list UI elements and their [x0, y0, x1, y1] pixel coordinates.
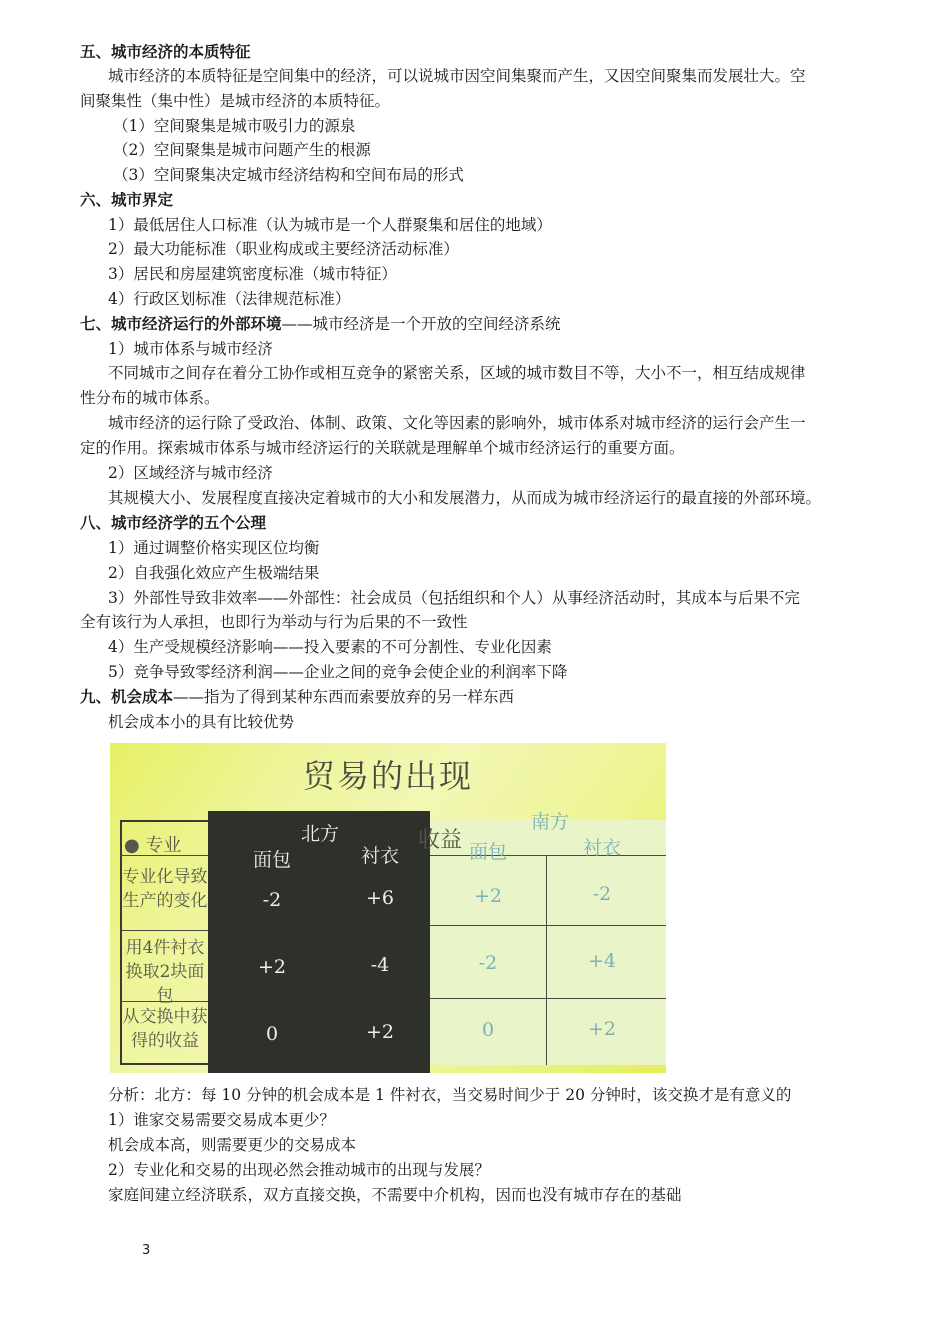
section-7-heading-title: 七、城市经济运行的外部环境	[80, 315, 282, 333]
section-6-item-2: 2）最大功能标准（职业构成或主要经济活动标准）	[108, 240, 459, 258]
north-bread-row3: 0	[265, 1023, 279, 1045]
section-5-paragraph-cont: 间聚集性（集中性）是城市经济的本质特征。	[80, 92, 391, 110]
section-7-heading-subtitle: ——城市经济是一个开放的空间经济系统	[281, 315, 561, 333]
section-8-item-5: 5）竞争导致零经济利润——企业之间的竞争会使企业的利润率下降	[108, 663, 568, 681]
section-7-paragraph-2-cont: 定的作用。探索城市体系与城市经济运行的关联就是理解单个城市经济运行的重要方面。	[80, 439, 685, 457]
row-label-specialization: 专业化导致生产的变化	[122, 867, 208, 911]
slide-title: 贸易的出现	[302, 757, 473, 795]
section-9-heading-title: 九、机会成本	[80, 688, 174, 706]
south-bread-row1: +2	[473, 885, 502, 907]
corner-label: ● 专业	[124, 835, 182, 856]
grid-line	[430, 925, 666, 926]
section-8-item-1: 1）通过调整价格实现区位均衡	[108, 539, 320, 557]
south-shirt-row1: -2	[592, 883, 612, 905]
section-5-paragraph: 城市经济的本质特征是空间集中的经济，可以说城市因空间集聚而产生，又因空间聚集而发展壮大。空	[108, 67, 806, 85]
section-7-paragraph-1-cont: 性分布的城市体系。	[80, 389, 220, 407]
section-6-item-4: 4）行政区划标准（法律规范标准）	[108, 290, 351, 308]
section-7-item-2: 2）区域经济与城市经济	[108, 464, 273, 482]
section-9-heading-subtitle: ——指为了得到某种东西而索要放弃的另一样东西	[173, 688, 515, 706]
north-bread-row2: +2	[257, 956, 286, 978]
section-6-heading: 六、城市界定	[80, 191, 174, 209]
section-9-paragraph: 机会成本小的具有比较优势	[108, 713, 295, 731]
section-8-item-4: 4）生产受规模经济影响——投入要素的不可分割性、专业化因素	[108, 638, 552, 656]
section-6-item-1: 1）最低居住人口标准（认为城市是一个人群聚集和居住的地域）	[108, 216, 552, 234]
row-label-exchange: 用4件衬衣换取2块面包	[125, 938, 205, 1006]
section-5-item-2: （2）空间聚集是城市问题产生的根源	[113, 141, 371, 159]
section-9-heading	[80, 685, 870, 710]
north-bread-header: 面包	[252, 849, 291, 871]
gain-label: 收益	[417, 828, 462, 853]
analysis-answer-2: 家庭间建立经济联系，双方直接交换，不需要中介机构，因而也没有城市存在的基础	[108, 1186, 682, 1204]
north-shirt-row2: -4	[370, 954, 390, 976]
section-5-item-1: （1）空间聚集是城市吸引力的源泉	[113, 117, 356, 135]
section-8-heading: 八、城市经济学的五个公理	[80, 514, 267, 532]
analysis-answer-1: 机会成本高，则需要更少的交易成本	[108, 1136, 357, 1154]
section-5-item-3: （3）空间聚集决定城市经济结构和空间布局的形式	[113, 166, 464, 184]
row-label-gain: 从交换中获得的收益	[122, 1007, 208, 1051]
south-shirt-header: 衬衣	[582, 837, 621, 859]
slide-photo	[110, 743, 666, 1073]
grid-line	[546, 855, 547, 1065]
analysis-question-1: 1）谁家交易需要交易成本更少？	[108, 1111, 335, 1129]
north-header: 北方	[300, 823, 339, 845]
south-shirt-row2: +4	[587, 950, 616, 972]
section-8-item-3-cont: 全有该行为人承担，也即行为举动与行为后果的不一致性	[80, 613, 468, 631]
section-8-item-3: 3）外部性导致非效率——外部性：社会成员（包括组织和个人）从事经济活动时，其成本与后果不完	[108, 589, 800, 607]
grid-line	[430, 998, 666, 999]
grid-line	[120, 930, 208, 931]
section-7-paragraph-1: 不同城市之间存在着分工协作或相互竞争的紧密关系，区域的城市数目不等，大小不一，相互结成规律	[108, 364, 806, 382]
section-6-item-3: 3）居民和房屋建筑密度标准（城市特征）	[108, 265, 397, 283]
analysis-question-2: 2）专业化和交易的出现必然会推动城市的出现与发展？	[108, 1161, 490, 1179]
north-shirt-row3: +2	[365, 1021, 394, 1043]
south-bread-header: 面包	[468, 841, 507, 863]
section-7-item-1: 1）城市体系与城市经济	[108, 340, 273, 358]
section-8-item-2: 2）自我强化效应产生极端结果	[108, 564, 320, 582]
north-shirt-row1: +6	[365, 887, 394, 909]
section-7-paragraph-3: 其规模大小、发展程度直接决定着城市的大小和发展潜力，从而成为城市经济运行的最直接的外部环境。	[108, 489, 822, 507]
south-bread-row2: -2	[478, 952, 498, 974]
page-number: 3	[142, 1243, 151, 1258]
south-bread-row3: 0	[481, 1019, 495, 1041]
analysis-line-1: 分析：北方：每 10 分钟的机会成本是 1 件衬衣，当交易时间少于 20 分钟时，该交换才是有意义的	[108, 1086, 792, 1104]
north-bread-row1: -2	[262, 889, 282, 911]
north-shirt-header: 衬衣	[360, 845, 399, 867]
south-shirt-row3: +2	[587, 1018, 616, 1040]
south-header: 南方	[530, 811, 569, 833]
section-7-heading	[80, 312, 870, 337]
section-7-paragraph-2: 城市经济的运行除了受政治、体制、政策、文化等因素的影响外，城市体系对城市经济的运行会产生一	[108, 414, 806, 432]
section-5-heading: 五、城市经济的本质特征	[80, 43, 251, 61]
